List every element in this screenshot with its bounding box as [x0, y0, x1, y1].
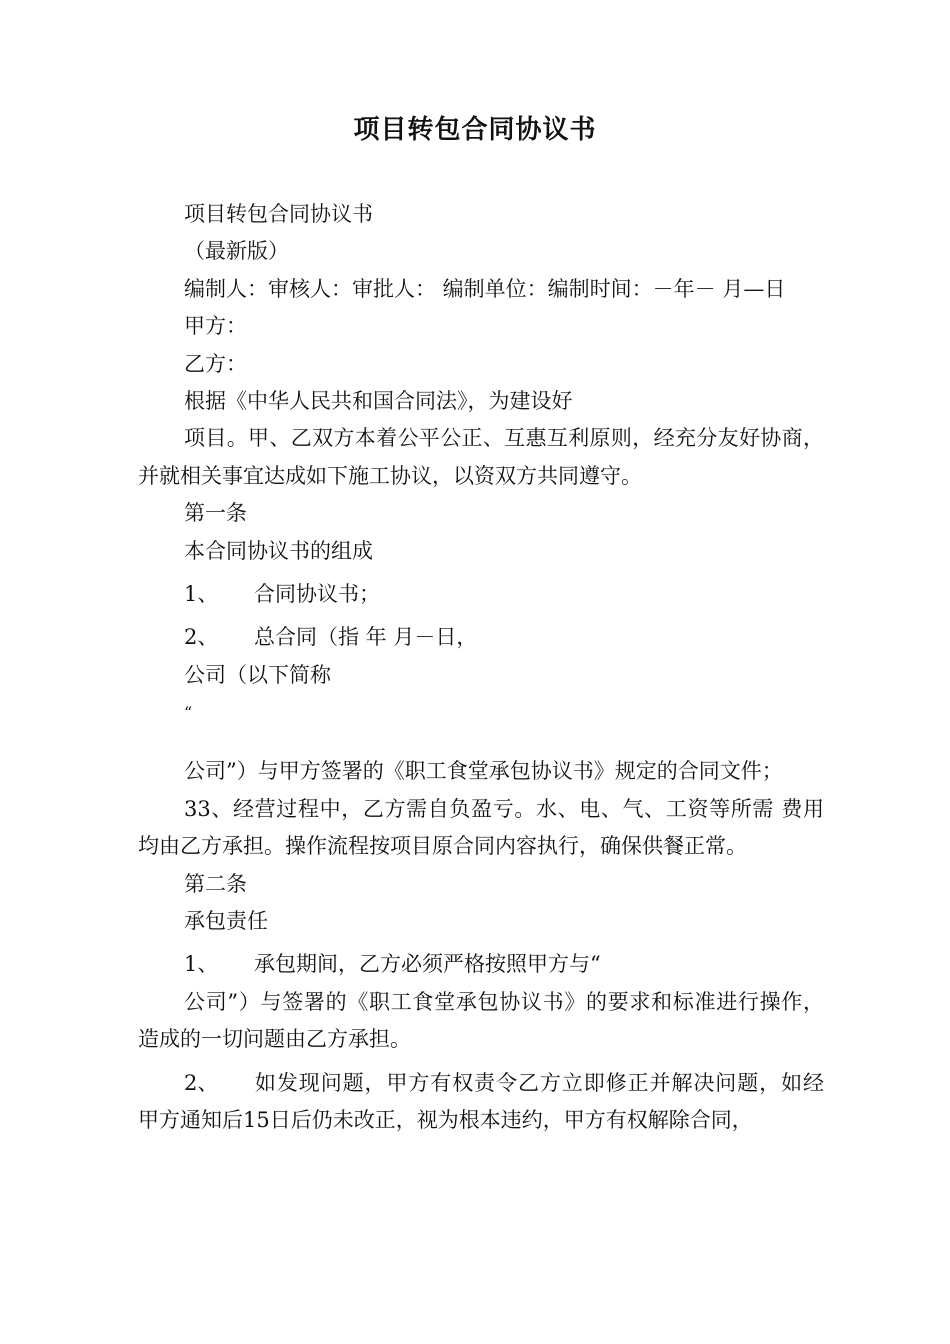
paragraph-edition: （最新版） — [184, 239, 289, 264]
paragraph-principles: 项目。甲、乙双方本着公平公正、互惠互利原则，经充分友好协商，并就相关事宜达成如下施工协议，以资双方共同遵守。 — [138, 426, 824, 488]
paragraph-preparers: 编制人：审核人：审批人： 编制单位：编制时间：－年－ 月—日 — [184, 276, 786, 301]
paragraph-heading: 项目转包合同协议书 — [184, 202, 373, 226]
spacer — [138, 731, 824, 753]
list-item-text: 总合同（指 年 月－日， — [254, 625, 478, 650]
paragraph-basis: 根据《中华人民共和国合同法》，为建设好 — [184, 389, 573, 414]
list-item-text: 合同协议书； — [254, 582, 380, 607]
quote-mark: “ — [184, 703, 193, 723]
list-item — [138, 619, 824, 656]
list-item-number: 2、 — [184, 625, 219, 650]
article-two-heading: 第二条 — [184, 871, 247, 896]
paragraph-contract-docs: 公司”）与甲方签署的《职工食堂承包协议书》规定的合同文件； — [184, 759, 783, 784]
list-item-text: 如发现问题，甲方有权责令乙方立即修正并解决问题，如经 甲方通知后15日后仍未改正，视为根本违约，甲方有权解除合同， — [138, 1070, 824, 1132]
list-item-number: 1、 — [184, 952, 219, 977]
document-title: 项目转包合同协议书 — [353, 115, 597, 145]
paragraph-company-ref: 公司（以下简称 — [184, 662, 331, 687]
paragraph-party-b: 乙方： — [184, 351, 247, 376]
document-body — [138, 196, 824, 1139]
list-item — [138, 1065, 824, 1140]
list-item — [138, 946, 824, 983]
list-item-text: 承包期间，乙方必须严格按照甲方与“ — [254, 952, 601, 977]
paragraph-standards: 公司”）与签署的《职工食堂承包协议书》的要求和标准进行操作， 造成的一切问题由乙方承担。 — [138, 989, 824, 1052]
article-one-heading: 第一条 — [184, 501, 247, 526]
paragraph-party-a: 甲方： — [184, 314, 247, 339]
article-one-title: 本合同协议书的组成 — [184, 538, 373, 563]
list-item-number: 1、 — [184, 582, 219, 607]
article-two-title: 承包责任 — [184, 908, 268, 933]
list-item — [138, 576, 824, 613]
list-item-number: 2、 — [184, 1070, 219, 1095]
paragraph-operations: 33、经营过程中，乙方需自负盈亏。水、电、气、工资等所需 费用均由乙方承担。操作流程按项目原合同内容执行，确保供餐正常。 — [138, 796, 824, 859]
